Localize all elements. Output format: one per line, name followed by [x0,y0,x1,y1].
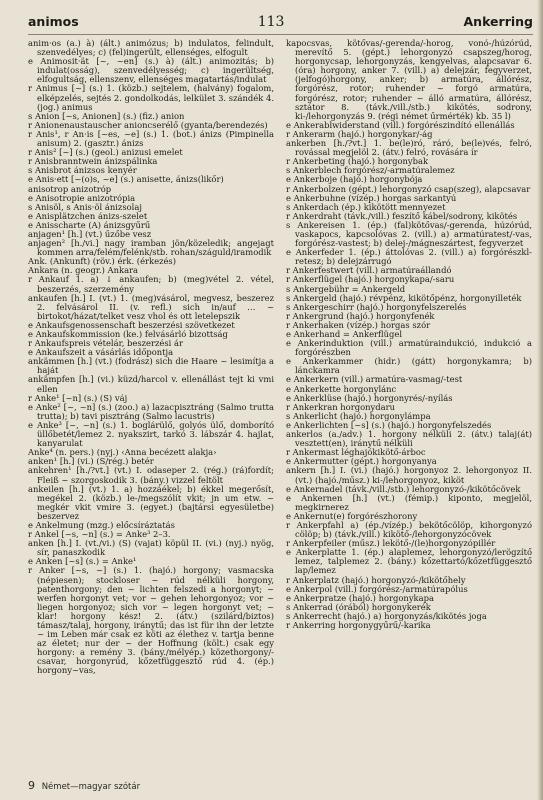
dictionary-entry: e Ankerinduktion (vill.) armatúraindukció, indukció a forgórészben [286,338,532,358]
dictionary-entry: e Anis·ett [~(o)s, ~e] (s.) anisette, ánizs(likőr) [28,174,224,185]
dictionary-entry: e Anken [~s] (s.) = Anke¹ [28,556,137,567]
dictionary-entry: r Anke¹ [~n] (s.) (S) váj [28,392,128,403]
dictionary-entry: Anke⁴ (n. pers.) (nyj.) ‹Anna becézett alakja› [28,447,217,458]
dictionary-entry: kapocsvas, kötővas/-gerenda/-horog, vonó-/húzórúd, merevítő 5. (gépt.) lehorgonyzó csapszeg/horog, horgonycsap, lehorgonyzás, kengyelvas, alapcsavar 6. (óra) horgony, anker 7. (vill.) a) delejzár, fegyverzet, (jelfogó)horgony, anker; b) armatúra, állórész, forgórész, rotor; ruhender ~ forgó armatúra, forgórész, rotor; ruhender ~ álló armatúra, állórész, sztátor 8. (távk./vill./stb.) kikötés, sodrony, ki-/lehorgonyzás 9. (régi német űrmérték) kb. 35 l) [286,39,532,121]
dictionary-entry: e Ankerpol (vill.) forgórész-/armatúrapólus [286,583,468,594]
dictionary-entry: e Ankerlichten [~s] (s.) (hajó.) horgonyfelszedés [286,419,492,430]
dictionary-entry: r Anker [~s, ~] (s.) 1. (hajó.) horgony; vasmacska (népiesen); stockloser ~ rúd nélküli horgony, patenthorgony; den ~ lichten felszedi a horgonyt; ~ werfen horgonyt vet; vor ~ gehen lehorgonyoz; vor ~ liegen horgonyoz; sich vor ~ legen horgonyt vet; ~ klar! horgony kész! 2. (átv.) (szilárd/biztos) támasz/talaj, horgony, iránytű; das ist für ihn der letzte ~ im Leben már csak ez köti az élethez v. tartja benne az életet; nur der ~ der Hoffnung (költ.) csak egy horgony: a remény 3. (bány./mélyép.) közethorgony/-csavar, horgonyrúd, kőzetfüggesztő rúd 4. (ép.) horgony~vas, [28,565,274,676]
dictionary-entry: e Ankerbuhne (vízép.) horgas sarkantyú [286,192,457,203]
dictionary-entry: r Ankaufspreis vételár, beszerzési ár [28,338,184,349]
left-column [28,39,274,764]
page-number: 113 [257,14,285,30]
dictionary-entry: r Ankerbeting (hajó.) horgonybak [286,156,429,167]
dictionary-entry: r Anionenaustauscher anioncserélő (gyanta/berendezés) [28,119,268,130]
dictionary-entry: s Ankergebühr = Ankergeld [286,283,406,294]
dictionary-entry: r Ankerarm (hajó.) horgonykar/-ág [286,128,433,139]
dictionary-entry: s Ankerblech forgórész/-armatúralemez [286,165,455,176]
dictionary-entry: r Ankerdraht (távk./vill.) feszítő kábel/sodrony, kikötés [286,210,518,221]
dictionary-entry: e Ankelmung (mzg.) előcsíráztatás [28,519,175,530]
dictionary-entry: e Ankerplatte 1. (ép.) alaplemez, lehorgonyzó/lerögzítő lemez, talplemez 2. (bány.) kőzettartó/kőzetfüggesztő lap/lemez [286,547,532,576]
dictionary-entry: ankern [h.] I. (vi.) (hajó.) horgonyoz 2. lehorgonyoz II. (vt.) (hajó./műsz.) ki-/lehorgonyoz, kiköt [286,465,532,485]
dictionary-entry: e Ankernut(e) forgórészhorony [286,510,418,521]
dictionary-entry: ankeilen [h.] (vt.) 1. a) hozzáékel; b) ékkel megerősít, megékel 2. (közb.) le-/megszólít vkit; jn um etw. ~ megkér vkit vmire 3. (egyet.) (bajtársi egyesületbe) beszervez [28,483,274,521]
dictionary-entry: e Anisotropie anizotrópia [28,192,136,203]
dictionary-entry: ankehren¹ [h./?vt.] (vt.) I. odaseper 2. (rég.) (rá)fordít; Fleiß ~ szorgoskodik 3. (bány.) vizzel feltölt [28,465,274,485]
dictionary-entry: r Anis¹, r An·is [~es, ~e] (s.) 1. (bot.) ánizs (Pimpinella anisum) 2. (gasztr.) ánizs [28,128,274,149]
dictionary-entry: s Ankerdach (ép.) kikötött mennyezet [286,201,446,212]
right-guide-word: Ankerring [463,14,533,29]
page-gutter-shadow [537,0,543,800]
dictionary-entry: Ankara (n. geogr.) Ankara [28,265,139,276]
dictionary-entry: s Anion [~s, Anionen] (s.) (fiz.) anion [28,110,185,121]
dictionary-entry: ankämpfen [h.] (vi.) küzd/harcol v. ellenállást tejt ki vmi ellen [28,374,274,394]
dictionary-entry: e Animosit·ät [~, ~en] (s.) à) (ált.) animozitás; b) indulat(osság), szenvedélyesség; c) ingerültség, elfogultság, ellenszenv, ellenséges magatartás/indulat [28,56,274,85]
dictionary-entry: s Ankergeld (hajó.) révpénz, kikötőpénz, horgonyilleték [286,292,522,303]
dictionary-entry: s Anisöl, s Anis·öl ánizsolaj [28,201,142,212]
columns [28,39,533,764]
dictionary-entry: e Ankerpratze (hajó.) horgonykapa [286,592,434,603]
dictionary-entry: e Ankerfeder 1. (ép.) áttolóvas 2. (vill.) a) forgórészkl-retesz; b) delejzárrugó [286,247,532,267]
left-guide-word: animos [28,14,79,29]
dictionary-entry: e Ankerablwiderstand (vill.) forgórészindító ellenállás [286,119,515,130]
dictionary-entry: e Anisplätzchen ánizs-szelet [28,210,148,221]
dictionary-entry: e Anke² [~, ~n] (s.) (zoo.) a) lazacpisztráng (Salmo trutta trutta); b) tavi pisztráng (Salmo lacustris) [28,401,274,421]
dictionary-entry: r Ankerhaken (vízép.) horgas szór [286,319,431,330]
dictionary-entry: r Ankel [~s, ~n] (s.) = Anke³ 2–3. [28,529,171,540]
dictionary-entry: r Ankerfestwert (vill.) armatúraállandó [286,265,452,276]
dictionary-entry: r Ankermast léghajókikötő-árboc [286,447,426,458]
dictionary-entry: e Ankaufskommission (ke.) felvásárló bizottság [28,329,228,339]
dictionary-entry: r Ankerflügel (hajó.) horgonykapa/-saru [286,274,455,285]
dictionary-entry: ankaufen [h.] I. (vt.) 1. (meg)vásárol, megvesz, beszerez 2. felvásárol II. (v. refl.) sich in/auf … ~ birtokot/házat/telket vesz vhol és ott letelepszik [28,292,274,321]
dictionary-entry: ankämmen [h.] (vt.) (fodrász) sich die Haare ~ lesimítja a haját [28,356,274,376]
dictionary-entry: r Ankergrund (hajó.) horgonyfenék [286,310,435,321]
dictionary-entry: r Ankerpfahl a) (ép./vízép.) bekötőcölöp, kihorgonyzó cölöp; b) (távk./vill.) kikötő-/lehorgonyzócövek [286,519,532,540]
dictionary-entry: e Ankaufsgenossenschaft beszerzési szövetkezet [28,319,235,330]
dictionary-entry: anken [h.] I. (vt./vi.) (S) (vajat) köpül II. (vi.) (nyj.) nyög, sír, panaszkodik [28,538,274,558]
dictionary-entry: e Anke³ [~, ~n] (s.) 1. boglárülő, golyós ülő, domborító üllőbetét/lemez 2. nyakszirt, tarkó 3. lábszár 4. hajlat, kanyarulat [28,419,274,449]
dictionary-entry: Ank. (Ankunft) (röv.) érk. (érkezés) [28,256,177,267]
dictionary-entry: s Ankerrecht (hajó.) a) horgonyzás/kikötés joga [286,610,487,621]
right-column [286,39,532,764]
dictionary-entry: r Ankerplatz (hajó.) horgonyzó-/kikötőhely [286,574,466,585]
dictionary-entry: s Ankerlicht (hajó.) horgonylámpa [286,410,431,421]
dictionary-entry: e Ankerkern (vill.) armatúra-vasmag/-test [286,374,463,385]
dictionary-entry: r Anis² [~] (s.) (geol.) anizusi emelet [28,147,183,158]
page-header [28,14,533,35]
dictionary-entry: e Ankerboje (hajó.) horgonybója [286,174,423,185]
dictionary-entry: anjagen¹ [h.] (vt.) űzőbe vesz [28,228,152,239]
dictionary-entry: e Ankerkammer (hidr.) (gátt) horgonykamra; b) lánckamra [286,356,532,376]
dictionary-entry: anken¹ [h.] (vi.) (S/rég.) betér [28,456,154,467]
dictionary-entry: anim·os (a.) à) (ált.) animózus; b) indulatos, felindult, szenvedélyes; c) (fel)ingerült, ellenséges, elfogult [28,39,274,58]
dictionary-entry: anjagen² [h./vi.] nagy iramban jön/közeledik; angejagt kommen arra/felém/felénk/stb. rohan/száguld/iramodik [28,238,274,258]
signature-mark: 9 [28,779,35,792]
dictionary-entry: e Ankerhand = Ankerflügel [286,329,403,339]
dictionary-entry: r Ankerbolzen (gépt.) lehorgonyzó csap(szeg), alapcsavar [286,183,531,194]
dictionary-entry: r Animus [~] (s.) 1. (közb.) sejtelem, (halvány) fogalom, elképzelés, sejtés 2. gondolkodás, lelkület 3. szándék 4. (jog.) animus [28,83,274,112]
dictionary-entry: ankerben [h./?vt.] 1. be(le)ró, ráró, be(le)vés, felró, rovással megjelöl 2. (átv.) felró, rovására ír [286,138,532,158]
dictionary-entry: e Ankerkette horgonylánc [286,383,397,394]
dictionary-entry: e Ankerklüse (hajó.) horgonyrés/-nyílás [286,392,453,403]
dictionary-entry: s Ankerrad (órából) horgonykerék [286,601,431,612]
dictionary-entry: ankerlos (a./adv.) 1. horgony nélküli 2. (átv.) talaj(át) vesztett(en), iránytű nélküli [286,429,532,449]
dictionary-entry: e Ankaufszeit a vásárlás időpontja [28,347,174,358]
dictionary-entry: e Ankermutter (gépt.) horgonyanya [286,456,437,467]
page-footer [28,779,140,792]
dictionary-entry: r Ankauf 1. a) ↓ ankaufen; b) (meg)vétel 2. vétel, beszerzés, szerzemény [28,274,274,294]
dictionary-entry: r Ankerkran horgonydaru [286,401,395,412]
dictionary-entry: r Anisbranntwein ánizspálinka [28,156,158,167]
dictionary-entry: e Ankernadel (távk./vill./stb.) lehorgonyzó-/kikötőcövek [286,483,521,494]
dictionary-entry: s Ankergeschirr (hajó.) horgonyfelszerelés [286,301,467,312]
dictionary-entry: r Ankerpfeiler (műsz.) lekötő-/(le)horgonyzópillér [286,538,496,549]
dictionary-entry: e Ankernen [h.] (vt.) (fémip.) kiponto, megjelöl, megkirnerez [286,492,532,512]
dictionary-entry: s Anisbrot ánizsos kenyér [28,165,137,176]
dictionary-entry: anisotrop anizotróp [28,183,112,194]
dictionary-entry: e Anisscharte (A) ánizsgyűrű [28,219,151,230]
dictionary-entry: r Ankerring horgonygyűrű/-karika [286,620,431,630]
dictionary-entry: s Ankereisen 1. (ép.) (fal)kötővas/-gerenda, húzórúd, vaskapocs, kapcsolóvas 2. (vill.) a) armatúratest/-vas, forgórész-vastest; b) delej-/mágneszártest, fegyverzet [286,219,532,249]
book-title: Német—magyar szótár [41,782,141,792]
